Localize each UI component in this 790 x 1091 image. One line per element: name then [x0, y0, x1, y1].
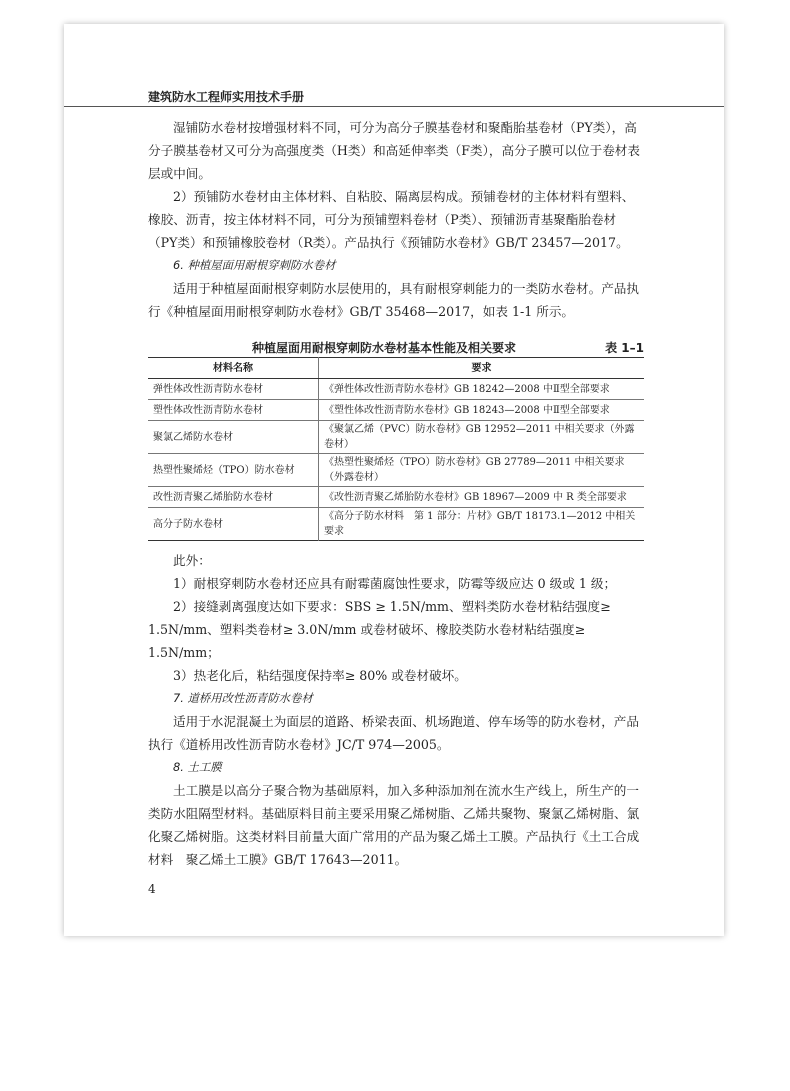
section-6-heading: 6. 种植屋面用耐根穿刺防水卷材 — [173, 258, 336, 272]
column-header-material: 材料名称 — [148, 358, 319, 379]
paragraph-wet-laid-classification: 湿铺防水卷材按增强材料不同，可分为高分子膜基卷材和聚酯胎基卷材（PY类），高分子膜基卷材又可分为高强度类（H类）和高延伸率类（F类），高分子膜可以位于卷材表层或中间。 — [148, 120, 640, 181]
material-name-cell: 塑性体改性沥青防水卷材 — [148, 400, 319, 421]
section-7-text: 适用于水泥混凝土为面层的道路、桥梁表面、机场跑道、停车场等的防水卷材，产品执行《道桥用改性沥青防水卷材》JC/T 974—2005。 — [148, 714, 639, 752]
requirement-cell: 《高分子防水材料 第 1 部分：片材》GB/T 18173.1—2012 中相关要求 — [319, 508, 645, 541]
requirement-cell: 《弹性体改性沥青防水卷材》GB 18242—2008 中Ⅱ型全部要求 — [319, 379, 645, 400]
column-header-requirement: 要求 — [319, 358, 645, 379]
table-header-row — [148, 358, 644, 379]
paragraph-pre-laid-membrane: 2）预铺防水卷材由主体材料、自粘胶、隔离层构成。预铺卷材的主体材料有塑料、橡胶、沥青，按主体材料不同，可分为预铺塑料卷材（P类）、预铺沥青基聚酯胎卷材（PY类）和预铺橡胶卷材（R类）。产品执行《预铺防水卷材》GB/T 23457—2017。 — [148, 189, 635, 250]
running-header-title: 建筑防水工程师实用技术手册 — [148, 90, 305, 104]
requirements-table — [148, 357, 644, 541]
material-name-cell: 弹性体改性沥青防水卷材 — [148, 379, 319, 400]
header-rule — [64, 106, 724, 107]
table-number: 表 1–1 — [605, 341, 644, 355]
page-number: 4 — [148, 882, 156, 896]
material-name-cell: 聚氯乙烯防水卷材 — [148, 421, 319, 454]
table-caption-title: 种植屋面用耐根穿刺防水卷材基本性能及相关要求 — [252, 341, 517, 355]
material-name-cell: 改性沥青聚乙烯胎防水卷材 — [148, 487, 319, 508]
table-caption — [148, 335, 644, 357]
table-row — [148, 379, 644, 400]
table-row — [148, 487, 644, 508]
requirement-cell: 《热塑性聚烯烃（TPO）防水卷材》GB 27789—2011 中相关要求（外露卷材） — [319, 454, 645, 487]
list-item-mould-resistance: 1）耐根穿刺防水卷材还应具有耐霉菌腐蚀性要求，防霉等级应达 0 级或 1 级； — [173, 576, 617, 591]
section-6-text: 适用于种植屋面耐根穿刺防水层使用的，具有耐根穿刺能力的一类防水卷材。产品执行《种植屋面用耐根穿刺防水卷材》GB/T 35468—2017，如表 1-1 所示。 — [148, 281, 639, 319]
requirement-cell: 《聚氯乙烯（PVC）防水卷材》GB 12952—2011 中相关要求（外露卷材） — [319, 421, 645, 454]
paragraph-additionally: 此外： — [173, 553, 211, 568]
table-row — [148, 508, 644, 541]
section-8-text: 土工膜是以高分子聚合物为基础原料，加入多种添加剂在流水生产线上，所生产的一类防水阻隔型材料。基础原料目前主要采用聚乙烯树脂、乙烯共聚物、聚氯乙烯树脂、氯化聚乙烯树脂。这类材料目前量大面广常用的产品为聚乙烯土工膜。产品执行《土工合成材料 聚乙烯土工膜》GB/T 17643—2011。 — [148, 783, 640, 867]
material-name-cell: 热塑性聚烯烃（TPO）防水卷材 — [148, 454, 319, 487]
table-row — [148, 400, 644, 421]
table-row — [148, 454, 644, 487]
book-page — [64, 24, 724, 936]
list-item-peel-strength: 2）接缝剥离强度达如下要求：SBS ≥ 1.5N/mm、塑料类防水卷材粘结强度≥ 1.5N/mm、塑料类卷材≥ 3.0N/mm 或卷材破坏、橡胶类防水卷材粘结强度≥ 1.5N/mm； — [148, 599, 611, 660]
material-name-cell: 高分子防水卷材 — [148, 508, 319, 541]
requirement-cell: 《塑性体改性沥青防水卷材》GB 18243—2008 中Ⅱ型全部要求 — [319, 400, 645, 421]
list-item-heat-aging: 3）热老化后，粘结强度保持率≥ 80% 或卷材破坏。 — [173, 668, 467, 683]
page-content — [148, 116, 644, 871]
section-7-heading: 7. 道桥用改性沥青防水卷材 — [173, 691, 313, 705]
section-8-heading: 8. 土工膜 — [173, 760, 222, 774]
table-row — [148, 421, 644, 454]
requirement-cell: 《改性沥青聚乙烯胎防水卷材》GB 18967—2009 中 R 类全部要求 — [319, 487, 645, 508]
